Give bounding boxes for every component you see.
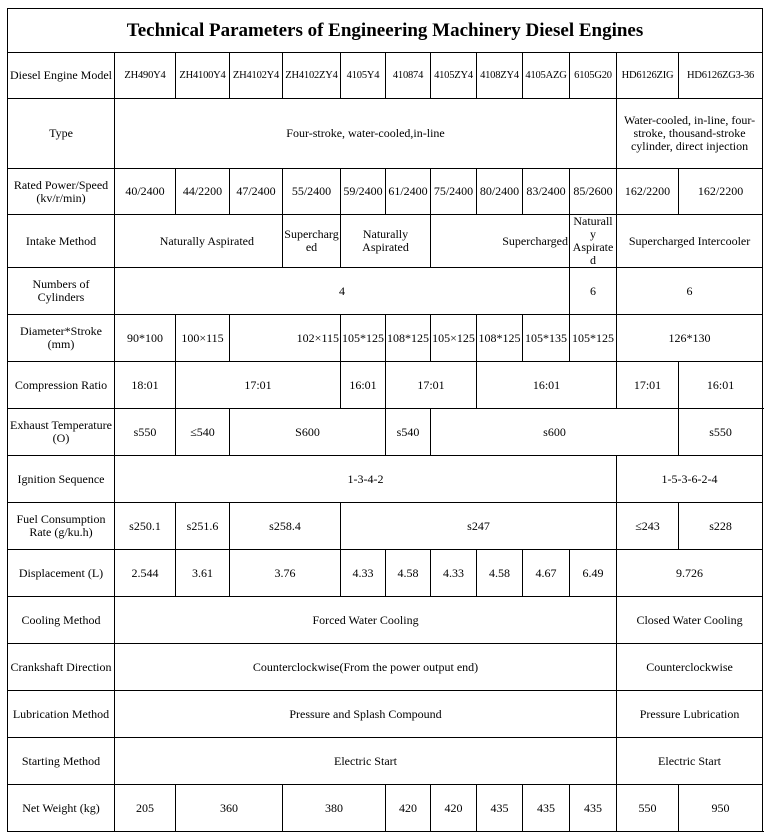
value-cell: s540 — [386, 409, 431, 456]
value-cell: ≤540 — [176, 409, 230, 456]
row-label: Cooling Method — [8, 597, 115, 644]
parameters-table — [7, 8, 763, 832]
value-cell: 17:01 — [617, 362, 679, 409]
model-cell: ZH4100Y4 — [176, 53, 230, 99]
value-cell: 80/2400 — [477, 169, 523, 215]
model-row — [8, 53, 763, 99]
cylinders-row — [8, 268, 763, 315]
value-cell: 420 — [431, 785, 477, 832]
model-cell: 4105AZG — [523, 53, 570, 99]
value-cell: 162/2200 — [679, 169, 763, 215]
model-cell: ZH4102ZY4 — [283, 53, 341, 99]
value-cell: 420 — [386, 785, 431, 832]
value-cell: 3.61 — [176, 550, 230, 597]
model-cell: ZH4102Y4 — [230, 53, 283, 99]
value-cell: 85/2600 — [570, 169, 617, 215]
value-cell: 360 — [176, 785, 283, 832]
lubrication-row — [8, 691, 763, 738]
model-cell: 410874 — [386, 53, 431, 99]
value-cell: 2.544 — [115, 550, 176, 597]
value-cell: 162/2200 — [617, 169, 679, 215]
row-label: Starting Method — [8, 738, 115, 785]
row-label: Net Weight (kg) — [8, 785, 115, 832]
value-cell: 47/2400 — [230, 169, 283, 215]
value-cell: 550 — [617, 785, 679, 832]
value-cell: 6 — [570, 268, 617, 315]
type-row — [8, 99, 763, 169]
value-cell: Naturally Aspirated — [341, 215, 431, 268]
value-cell: 4.33 — [341, 550, 386, 597]
value-cell: s228 — [679, 503, 763, 550]
crankshaft-row — [8, 644, 763, 691]
model-cell: HD6126ZG3-36 — [679, 53, 763, 99]
value-cell: 205 — [115, 785, 176, 832]
value-cell: 4 — [115, 268, 570, 315]
model-cell: 4105ZY4 — [431, 53, 477, 99]
value-cell: Pressure and Splash Compound — [115, 691, 617, 738]
value-cell: s258.4 — [230, 503, 341, 550]
displacement-row — [8, 550, 763, 597]
value-cell: s550 — [679, 409, 763, 456]
value-cell: s600 — [431, 409, 679, 456]
value-cell: 61/2400 — [386, 169, 431, 215]
value-cell: 6 — [617, 268, 763, 315]
value-cell: 380 — [283, 785, 386, 832]
value-cell: 126*130 — [617, 315, 763, 362]
value-cell: 4.67 — [523, 550, 570, 597]
value-cell: s250.1 — [115, 503, 176, 550]
value-cell: 950 — [679, 785, 763, 832]
value-cell: ≤243 — [617, 503, 679, 550]
value-cell: 4.58 — [477, 550, 523, 597]
value-cell: Electric Start — [115, 738, 617, 785]
value-cell: s550 — [115, 409, 176, 456]
value-cell: Pressure Lubrication — [617, 691, 763, 738]
row-label: Fuel Consumption Rate (g/ku.h) — [8, 503, 115, 550]
model-cell: 4105Y4 — [341, 53, 386, 99]
value-cell: Naturally Aspirated — [570, 215, 617, 268]
value-cell: 17:01 — [176, 362, 341, 409]
value-cell: 83/2400 — [523, 169, 570, 215]
page-title: Technical Parameters of Engineering Machinery Diesel Engines — [8, 9, 763, 53]
row-label: Displacement (L) — [8, 550, 115, 597]
spec-sheet — [7, 8, 762, 832]
value-cell: 435 — [477, 785, 523, 832]
value-cell: 105*135 — [523, 315, 570, 362]
value-cell: 16:01 — [679, 362, 763, 409]
value-cell: Naturally Aspirated — [115, 215, 283, 268]
value-cell: 108*125 — [386, 315, 431, 362]
value-cell: 59/2400 — [341, 169, 386, 215]
model-cell: 4108ZY4 — [477, 53, 523, 99]
value-cell: 6.49 — [570, 550, 617, 597]
value-cell: 4.58 — [386, 550, 431, 597]
value-cell: 105*125 — [341, 315, 386, 362]
row-label: Exhaust Temperature (O) — [8, 409, 115, 456]
fuel-row — [8, 503, 763, 550]
diameter-row — [8, 315, 763, 362]
value-cell: Forced Water Cooling — [115, 597, 617, 644]
value-cell: 16:01 — [341, 362, 386, 409]
value-cell: Supercharged — [431, 215, 570, 268]
type-cell: Water-cooled, in-line, four-stroke, thousand-stroke cylinder, direct injection — [617, 99, 763, 169]
row-label: Diesel Engine Model — [8, 53, 115, 99]
row-label: Type — [8, 99, 115, 169]
value-cell: 40/2400 — [115, 169, 176, 215]
value-cell: 1-5-3-6-2-4 — [617, 456, 763, 503]
value-cell: 17:01 — [386, 362, 477, 409]
value-cell: 9.726 — [617, 550, 763, 597]
value-cell: Supercharged Intercooler — [617, 215, 763, 268]
value-cell: 44/2200 — [176, 169, 230, 215]
value-cell: 4.33 — [431, 550, 477, 597]
title-row — [8, 9, 763, 53]
row-label: Compression Ratio — [8, 362, 115, 409]
value-cell: 105*125 — [570, 315, 617, 362]
value-cell: 55/2400 — [283, 169, 341, 215]
value-cell: 75/2400 — [431, 169, 477, 215]
rated-power-row — [8, 169, 763, 215]
ignition-row — [8, 456, 763, 503]
value-cell: S600 — [230, 409, 386, 456]
value-cell: Counterclockwise — [617, 644, 763, 691]
value-cell: 102×115 — [230, 315, 341, 362]
row-label: Ignition Sequence — [8, 456, 115, 503]
value-cell: 18:01 — [115, 362, 176, 409]
row-label: Rated Power/Speed (kv/r/min) — [8, 169, 115, 215]
row-label: Numbers of Cylinders — [8, 268, 115, 315]
value-cell: s251.6 — [176, 503, 230, 550]
row-label: Lubrication Method — [8, 691, 115, 738]
value-cell: 108*125 — [477, 315, 523, 362]
value-cell: Closed Water Cooling — [617, 597, 763, 644]
compression-row — [8, 362, 763, 409]
intake-row — [8, 215, 763, 268]
value-cell: Counterclockwise(From the power output end) — [115, 644, 617, 691]
value-cell: Electric Start — [617, 738, 763, 785]
value-cell: 435 — [570, 785, 617, 832]
model-cell: ZH490Y4 — [115, 53, 176, 99]
weight-row — [8, 785, 763, 832]
row-label: Intake Method — [8, 215, 115, 268]
model-cell: 6105G20 — [570, 53, 617, 99]
value-cell: 100×115 — [176, 315, 230, 362]
value-cell: 435 — [523, 785, 570, 832]
row-label: Diameter*Stroke (mm) — [8, 315, 115, 362]
value-cell: s247 — [341, 503, 617, 550]
value-cell: 3.76 — [230, 550, 341, 597]
row-label: Crankshaft Direction — [8, 644, 115, 691]
starting-row — [8, 738, 763, 785]
value-cell: 16:01 — [477, 362, 617, 409]
value-cell: 90*100 — [115, 315, 176, 362]
value-cell: 1-3-4-2 — [115, 456, 617, 503]
value-cell: Supercharged — [283, 215, 341, 268]
type-cell: Four-stroke, water-cooled,in-line — [115, 99, 617, 169]
value-cell: 105×125 — [431, 315, 477, 362]
exhaust-row — [8, 409, 763, 456]
cooling-row — [8, 597, 763, 644]
model-cell: HD6126ZIG — [617, 53, 679, 99]
